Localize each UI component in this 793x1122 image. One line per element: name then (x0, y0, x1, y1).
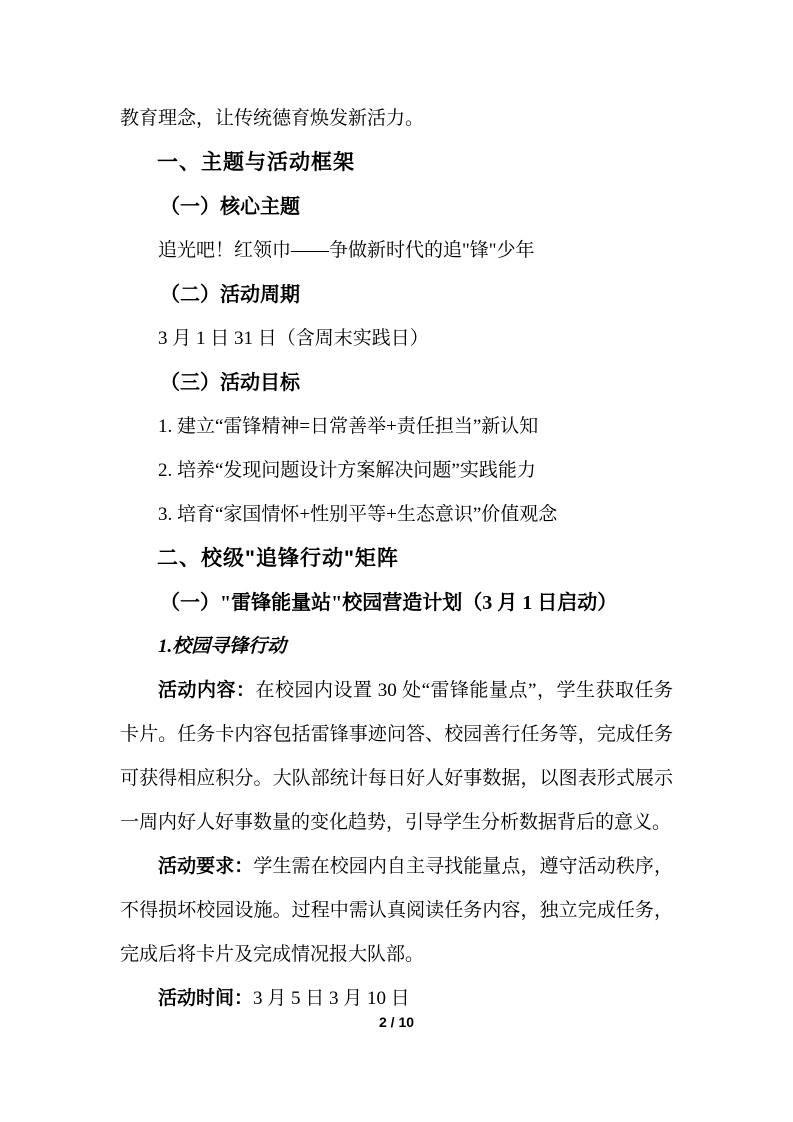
heading-section-1: 一、主题与活动框架 (157, 151, 355, 174)
paragraph-activity-content (120, 669, 673, 845)
paragraph-goal-3: 3. 培育“家国情怀+性别平等+生态意识”价值观念 (158, 504, 558, 525)
heading-section-1-sub-2: （二）活动周期 (160, 284, 300, 306)
heading-section-2: 二、校级"追锋行动"矩阵 (157, 547, 399, 570)
paragraph-goal-1: 1. 建立“雷锋精神=日常善举+责任担当”新认知 (158, 416, 539, 437)
paragraph-activity-period: 3 月 1 日 31 日（含周末实践日） (158, 328, 429, 349)
heading-section-1-sub-1: （一）核心主题 (160, 196, 300, 218)
paragraph-core-theme: 追光吧！红领巾——争做新时代的追"锋"少年 (158, 240, 535, 261)
document-content (120, 97, 673, 1021)
page-number-indicator: 2 / 10 (378, 1014, 415, 1030)
paragraph-intro-continuation: 教育理念，让传统德育焕发新活力。 (120, 108, 425, 129)
activity-requirement-label: 活动要求： (158, 856, 254, 877)
heading-campaign-item-1: 1.校园寻锋行动 (158, 636, 287, 657)
paragraph-goal-2: 2. 培养“发现问题设计方案解决问题”实践能力 (158, 460, 536, 481)
activity-content-text: 在校园内设置 30 处“雷锋能量点”，学生获取任务卡片。任务卡内容包括雷锋事迹问答、校园善行任务等，完成任务可获得相应积分。大队部统计每日好人好事数据，以图表形式展示一周内好人好事数量的变化趋势，引导学生分析数据背后的意义。 (120, 680, 673, 833)
activity-content-label: 活动内容： (158, 680, 256, 701)
paragraph-activity-requirement (120, 845, 673, 977)
heading-section-1-sub-3: （三）活动目标 (160, 372, 300, 394)
activity-time-label: 活动时间： (158, 988, 254, 1009)
heading-section-2-sub-1: （一）"雷锋能量站"校园营造计划（3 月 1 日启动） (160, 592, 618, 614)
activity-requirement-text: 学生需在校园内自主寻找能量点，遵守活动秩序，不得损坏校园设施。过程中需认真阅读任务内容，独立完成任务，完成后将卡片及完成情况报大队部。 (120, 856, 673, 965)
activity-time-text: 3 月 5 日 3 月 10 日 (253, 988, 410, 1009)
